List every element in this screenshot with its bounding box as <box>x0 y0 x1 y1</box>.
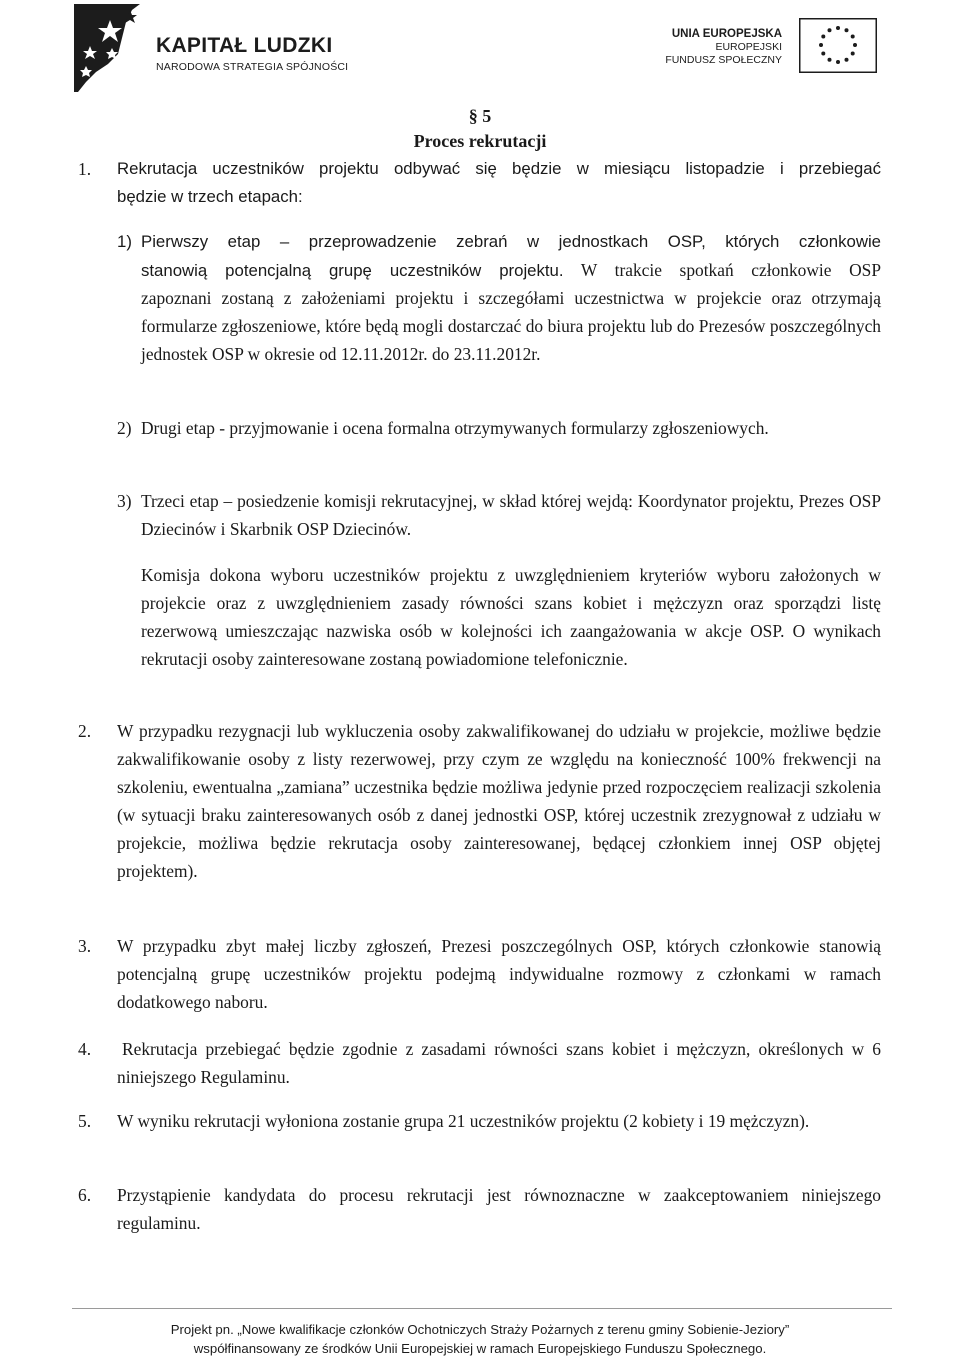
item-number-2: 2. <box>78 721 92 741</box>
page-header <box>0 0 960 100</box>
eu-label-line2: EUROPEJSKI <box>715 41 782 53</box>
item-1-line-1: Rekrutacja uczestników projektu odbywać się będzie w miesiącu listopadzie i przebiegać <box>117 159 881 178</box>
eu-label-line1: UNIA EUROPEJSKA <box>671 28 782 40</box>
item-1-line-2: będzie w trzech etapach: <box>117 187 303 206</box>
eu-flag-icon <box>799 18 877 73</box>
subitem-1-line-2a: stanowią potencjalną grupę uczestników projektu. <box>141 261 564 280</box>
item-number-6: 6. <box>78 1185 92 1205</box>
footer-line-2: współfinansowany ze środków Unii Europejskiej w ramach Europejskiego Funduszu Społecznego. <box>193 1341 767 1356</box>
subitem-2-text: Drugi etap - przyjmowanie i ocena formalna otrzymywanych formularzy zgłoszeniowych. <box>141 418 769 438</box>
item-5-text: W wyniku rekrutacji wyłoniona zostanie grupa 21 uczestników projektu (2 kobiety i 19 mężczyzn). <box>117 1111 810 1131</box>
item-2-text: W przypadku rezygnacji lub wykluczenia osoby zakwalifikowanej do udziału w projekcie, możliwe będzie zakwalifikowanie osoby z listy rezerwowej, przy czym ze względu na konieczność 100% frekwencji na szkoleniu, ewentualna „zamiana” uczestnika będzie możliwa jedynie przed rozpoczęciem realizacji szkolenia (w sytuacji braku zainteresowanych osób z danej jednostki OSP, której uczestnik zrezygnował z udziału w projekcie, możliwa będzie rekrutacja osoby zainteresowanej, będącej członkiem innej OSP objętej projektem). <box>117 721 881 881</box>
logo-title: KAPITAŁ LUDZKI <box>156 34 333 57</box>
section-number: § 5 <box>468 106 492 126</box>
subitem-number-3: 3) <box>117 491 132 511</box>
logo-subtitle: NARODOWA STRATEGIA SPÓJNOŚCI <box>156 61 349 73</box>
subitem-3-text: Trzeci etap – posiedzenie komisji rekrutacyjnej, w skład której wejdą: Koordynator projektu, Prezes OSP Dziecinów i Skarbnik OSP Dziecinów. <box>141 491 881 539</box>
item-number-5: 5. <box>78 1111 92 1131</box>
item-4-text: Rekrutacja przebiegać będzie zgodnie z zasadami równości szans kobiet i mężczyzn, określonych w 6 niniejszego Regulaminu. <box>117 1039 881 1087</box>
subitem-1-line-1: Pierwszy etap – przeprowadzenie zebrań w jednostkach OSP, których członkowie <box>141 232 881 251</box>
item-number-3: 3. <box>78 936 92 956</box>
item-number-1: 1. <box>78 159 92 179</box>
subitem-3-paragraph: Komisja dokona wyboru uczestników projektu z uwzględnieniem kryteriów wyboru założonych w projekcie oraz z uwzględnieniem zasady równości szans kobiet i mężczyzn oraz sporządzi listę rezerwową umieszczając nazwiska osób w kolejności ich zaangażowania w akcje OSP. O wynikach rekrutacji osoby zainteresowane zostaną powiadomione telefonicznie. <box>141 565 881 669</box>
subitem-1-line-2 <box>141 256 881 285</box>
subitem-1-rest: zapoznani zostaną z założeniami projektu i szczegółami uczestnictwa w projekcie oraz otrzymają formularze zgłoszeniowe, które będą mogli dostarczać do biura projektu lub do Prezesów poszczególnych jednostek OSP w okresie od 12.11.2012r. do 23.11.2012r. <box>141 288 881 364</box>
section-title: Proces rekrutacji <box>413 131 547 151</box>
footer-line-1: Projekt pn. „Nowe kwalifikacje członków Ochotniczych Straży Pożarnych z terenu gminy Sobienie-Jeziory” <box>170 1322 790 1337</box>
subitem-number-2: 2) <box>117 418 132 438</box>
item-6-text: Przystąpienie kandydata do procesu rekrutacji jest równoznaczne w zaakceptowaniem niniejszego regulaminu. <box>117 1185 881 1233</box>
item-number-4: 4. <box>78 1039 92 1059</box>
eu-label <box>665 28 782 67</box>
eu-label-line3: FUNDUSZ SPOŁECZNY <box>665 54 782 66</box>
subitem-number-1: 1) <box>117 232 132 251</box>
subitem-1-line-2b: W trakcie spotkań członkowie OSP <box>563 260 881 280</box>
footer-divider <box>72 1308 892 1309</box>
item-3-text: W przypadku zbyt małej liczby zgłoszeń, Prezesi poszczególnych OSP, których członkowie stanowią potencjalną grupę uczestników projektu podejmą indywidualne rozmowy z członkami w ramach dodatkowego naboru. <box>117 936 881 1012</box>
